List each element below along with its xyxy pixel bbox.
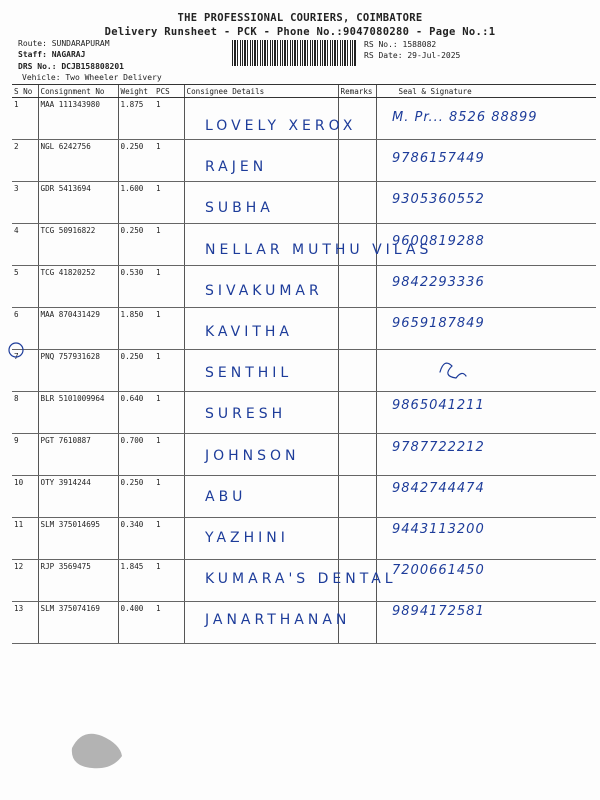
cell-consignment: MAA 111343980 (38, 98, 118, 140)
cell-consignment: OTY 3914244 (38, 476, 118, 518)
cell-pcs: 1 (154, 224, 184, 266)
cell-weight: 0.340 (118, 518, 154, 560)
col-remarks: Remarks (338, 85, 376, 98)
signature-handwritten: 9787722212 (392, 439, 485, 455)
vehicle-label: Vehicle: Two Wheeler Delivery (22, 73, 162, 82)
consignee-handwritten: SURESH (205, 406, 287, 423)
col-pcs: PCS (154, 85, 184, 98)
signature-handwritten: 9443113200 (392, 522, 485, 537)
rs-date: RS Date: 29-Jul-2025 (364, 51, 461, 60)
cell-sno: 4 (12, 224, 38, 266)
consignee-handwritten: JANARTHANAN (205, 612, 351, 629)
company-title: THE PROFESSIONAL COURIERS, COIMBATORE (177, 12, 423, 24)
cell-consignment: GDR 5413694 (38, 182, 118, 224)
cell-sno: 1 (12, 98, 38, 140)
col-weight: Weight (118, 85, 154, 98)
consignee-handwritten: JOHNSON (205, 447, 300, 464)
consignee-handwritten: SENTHIL (205, 365, 293, 382)
cell-sno: 2 (12, 140, 38, 182)
cell-sno: 12 (12, 560, 38, 602)
cell-consignment: PNQ 757931628 (38, 350, 118, 392)
cell-consignment: PGT 7610887 (38, 434, 118, 476)
consignee-handwritten: YAZHINI (205, 530, 289, 546)
cell-sno: 3 (12, 182, 38, 224)
cell-pcs: 1 (154, 392, 184, 434)
cell-sno: 10 (12, 476, 38, 518)
cell-pcs: 1 (154, 350, 184, 392)
cell-sno: 7 (12, 350, 38, 392)
consignee-handwritten: KUMARA'S DENTAL (205, 571, 397, 588)
cell-sno: 6 (12, 308, 38, 350)
cell-pcs: 1 (154, 266, 184, 308)
consignee-handwritten: SUBHA (205, 200, 274, 217)
signature-handwritten: 9894172581 (392, 604, 485, 620)
signature-handwritten: 9600819288 (392, 233, 485, 249)
signature-scribble-7 (440, 363, 466, 378)
signature-handwritten: 9305360552 (392, 192, 485, 208)
signature-handwritten: 9842744474 (392, 480, 485, 496)
signature-handwritten: 9865041211 (392, 398, 485, 414)
cell-consignment: MAA 870431429 (38, 308, 118, 350)
staff-label: Staff: NAGARAJ (18, 50, 86, 59)
cell-consignment: BLR 5101009964 (38, 392, 118, 434)
cell-sno: 11 (12, 518, 38, 560)
cell-weight: 1.850 (118, 308, 154, 350)
cell-sno: 8 (12, 392, 38, 434)
consignee-handwritten: KAVITHA (205, 324, 293, 340)
cell-consignment: TCG 41820252 (38, 266, 118, 308)
drs-number: DRS No.: DCJB158808201 (18, 62, 124, 71)
cell-pcs: 1 (154, 476, 184, 518)
cell-consignment: SLM 375074169 (38, 602, 118, 644)
cell-weight: 0.250 (118, 350, 154, 392)
consignee-handwritten: RAJEN (205, 159, 268, 176)
cell-weight: 1.600 (118, 182, 154, 224)
signature-handwritten: 9786157449 (392, 151, 485, 167)
cell-pcs: 1 (154, 140, 184, 182)
col-signature: Seal & Signature (376, 85, 596, 98)
consignee-handwritten: ABU (205, 488, 247, 505)
cell-consignment: NGL 6242756 (38, 140, 118, 182)
rs-number: RS No.: 1588082 (364, 40, 437, 49)
col-sno: S No (12, 85, 38, 98)
cell-weight: 0.400 (118, 602, 154, 644)
cell-consignment: RJP 3569475 (38, 560, 118, 602)
cell-consignment: SLM 375014695 (38, 518, 118, 560)
cell-pcs: 1 (154, 434, 184, 476)
cell-weight: 0.250 (118, 140, 154, 182)
consignee-handwritten: SIVAKUMAR (205, 282, 323, 299)
cell-weight: 1.845 (118, 560, 154, 602)
cell-pcs: 1 (154, 308, 184, 350)
stamp-smudge (72, 734, 122, 769)
runsheet-subtitle: Delivery Runsheet - PCK - Phone No.:9047080280 - Page No.:1 (104, 26, 496, 38)
cell-weight: 0.250 (118, 224, 154, 266)
cell-pcs: 1 (154, 518, 184, 560)
cell-sno: 5 (12, 266, 38, 308)
signature-handwritten: 7200661450 (392, 563, 485, 579)
consignee-handwritten: LOVELY XEROX (205, 118, 357, 134)
cell-weight: 0.250 (118, 476, 154, 518)
cell-weight: 1.875 (118, 98, 154, 140)
cell-pcs: 1 (154, 98, 184, 140)
signature-handwritten: M. Pr... 8526 88899 (392, 110, 538, 125)
cell-pcs: 1 (154, 602, 184, 644)
cell-weight: 0.640 (118, 392, 154, 434)
consignee-handwritten: NELLAR MUTHU VILAS (205, 241, 433, 258)
cell-pcs: 1 (154, 182, 184, 224)
cell-pcs: 1 (154, 560, 184, 602)
cell-consignment: TCG 50916822 (38, 224, 118, 266)
cell-weight: 0.700 (118, 434, 154, 476)
col-consignment: Consignment No (38, 85, 118, 98)
signature-handwritten: 9842293336 (392, 274, 485, 290)
cell-weight: 0.530 (118, 266, 154, 308)
cell-sno: 9 (12, 434, 38, 476)
col-consignee: Consignee Details (184, 85, 338, 98)
row7-circle-mark (9, 343, 23, 357)
cell-sno: 13 (12, 602, 38, 644)
route-label: Route: SUNDARAPURAM (18, 39, 110, 48)
signature-handwritten: 9659187849 (392, 316, 485, 331)
